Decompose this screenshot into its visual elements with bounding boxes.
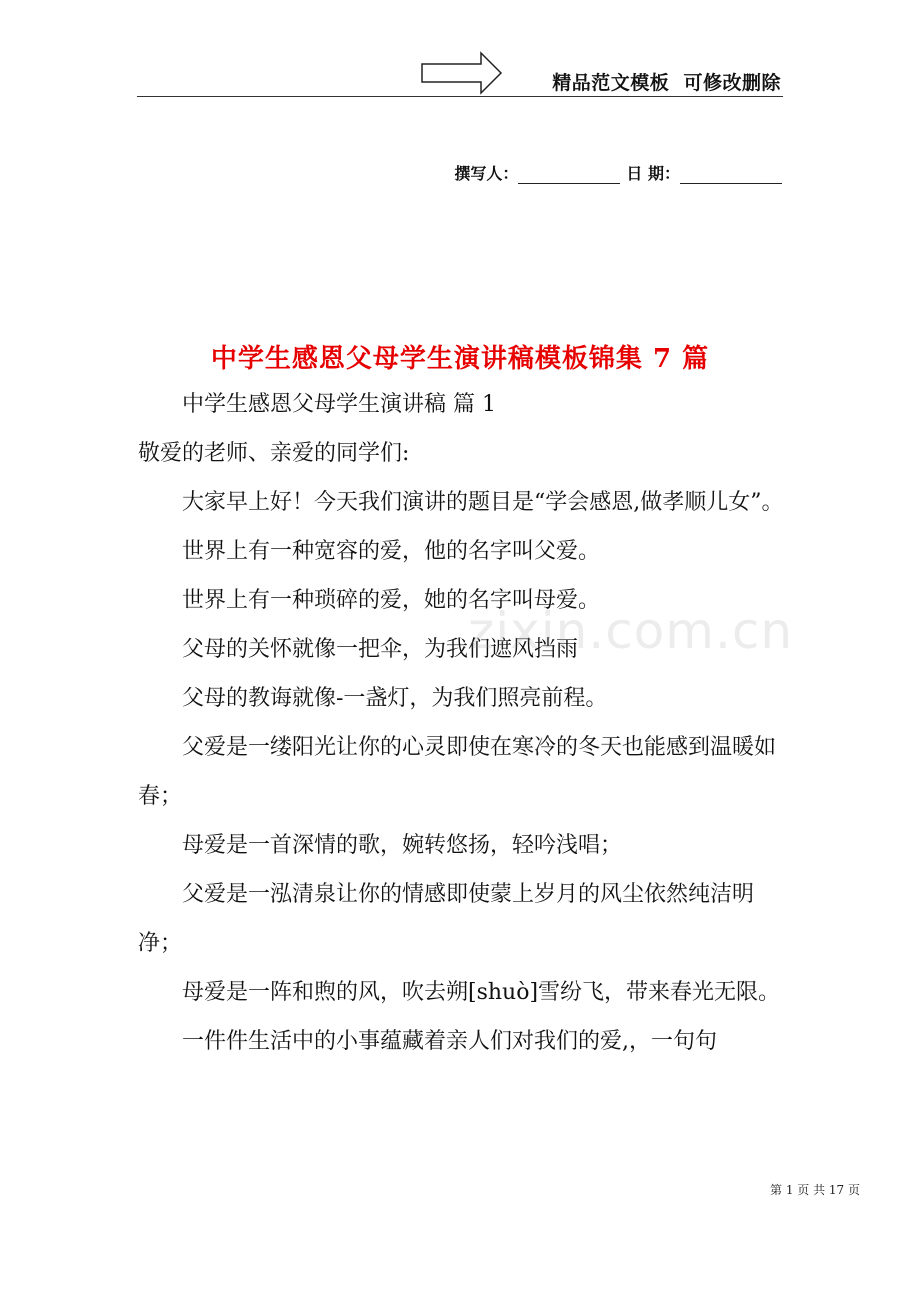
watermark: zixin.com.cn (468, 602, 794, 660)
salutation: 敬爱的老师、亲爱的同学们: (138, 441, 410, 466)
paragraph: 大家早上好！今天我们演讲的题目是“学会感恩,做孝顺儿女”。 (182, 490, 784, 515)
paragraph: 世界上有一种宽容的爱，他的名字叫父爱。 (182, 539, 601, 564)
date-label: 日 期： (626, 164, 680, 183)
header-label: 精品范文模板 可修改删除 (552, 72, 781, 94)
section-heading: 中学生感恩父母学生演讲稿 篇 1 (182, 392, 496, 417)
page-header (137, 48, 783, 97)
paragraph: 世界上有一种琐碎的爱，她的名字叫母爱。 (182, 588, 601, 613)
right-arrow-icon (420, 50, 504, 96)
author-date-line (454, 161, 782, 184)
author-blank (518, 165, 620, 184)
paragraph: 父母的关怀就像一把伞，为我们遮风挡雨 (182, 637, 579, 662)
paragraph: 父母的教诲就像-一盏灯，为我们照亮前程。 (182, 686, 608, 711)
document-body (138, 380, 784, 1066)
date-blank (680, 165, 782, 184)
page-number: 第 1 页 共 17 页 (770, 1183, 860, 1197)
author-label: 撰写人： (454, 164, 519, 183)
paragraph: 母爱是一首深情的歌，婉转悠扬，轻吟浅唱； (182, 833, 623, 858)
paragraph: 一件件生活中的小事蕴藏着亲人们对我们的爱,，一句句 (182, 1029, 717, 1054)
paragraph: 父爱是一泓清泉让你的情感即使蒙上岁月的风尘依然纯洁明净； (138, 882, 755, 956)
document-title: 中学生感恩父母学生演讲稿模板锦集 7 篇 (210, 344, 710, 374)
paragraph: 父爱是一缕阳光让你的心灵即使在寒冷的冬天也能感到温暖如春； (138, 735, 777, 809)
paragraph: 母爱是一阵和煦的风，吹去朔[shuò]雪纷飞，带来春光无限。 (182, 980, 781, 1005)
